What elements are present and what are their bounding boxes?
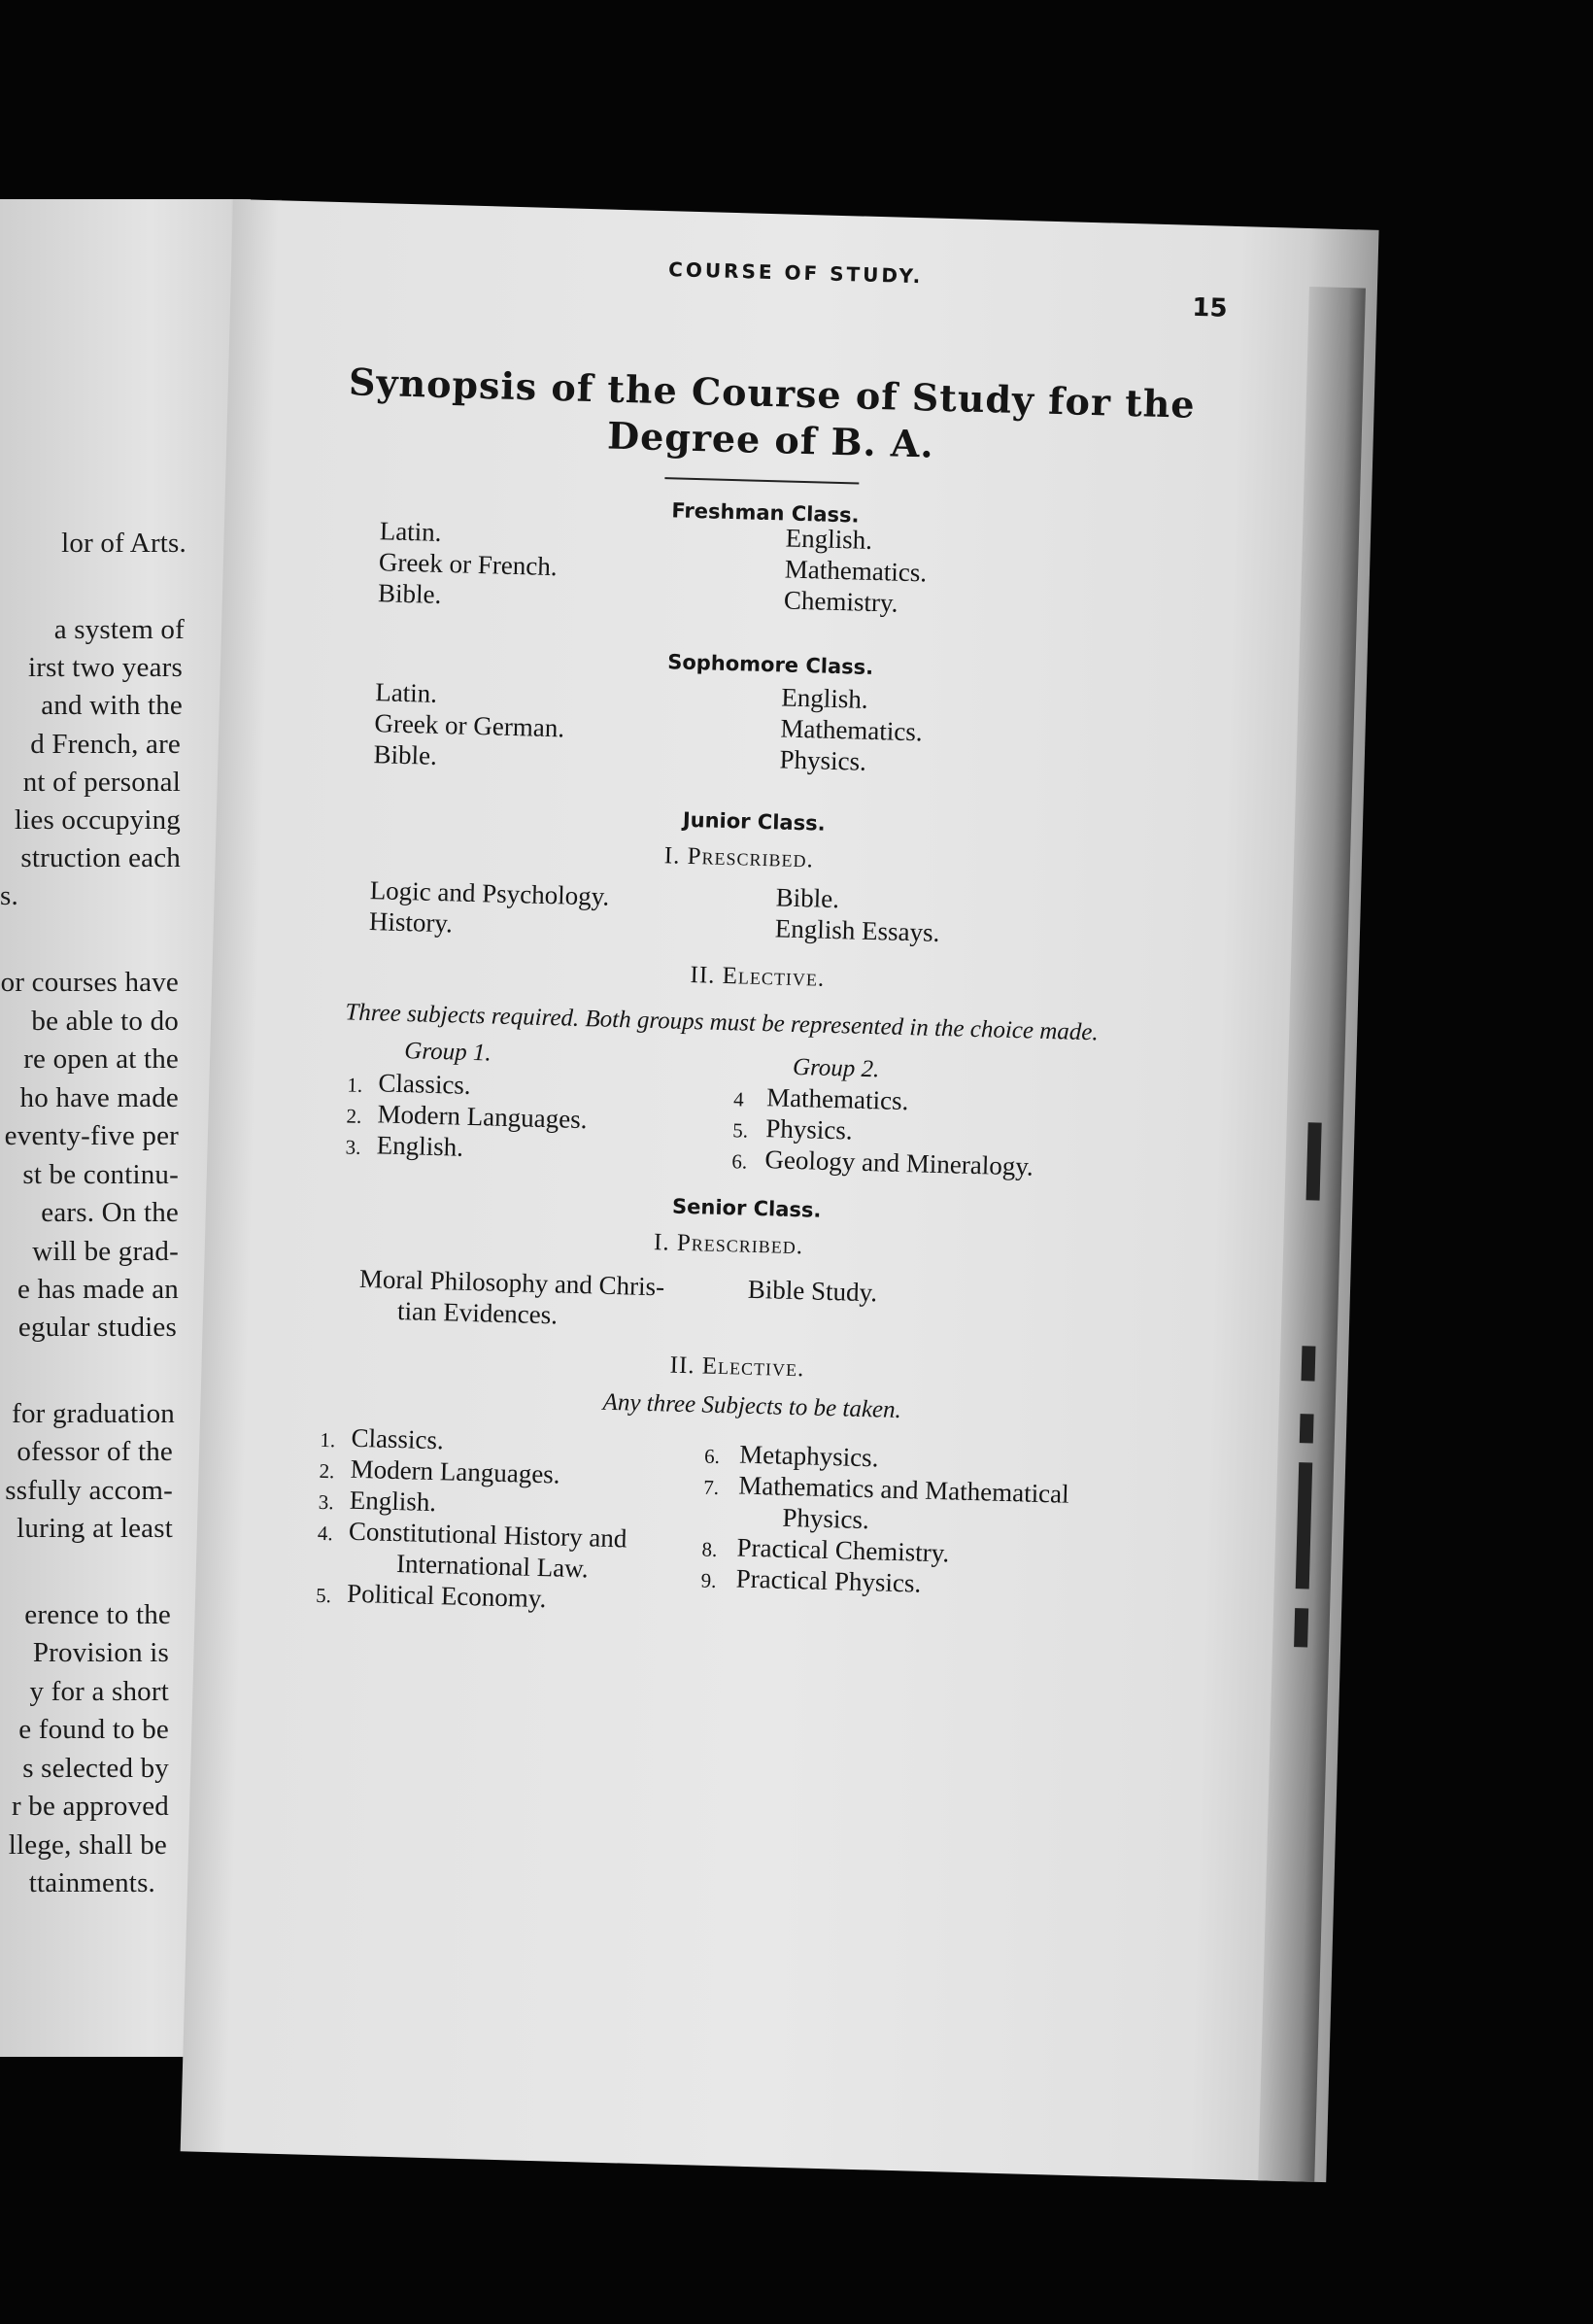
freshman-right-1: English. — [785, 523, 873, 555]
senior-heading: Senior Class. — [671, 1194, 822, 1222]
left-line: s. — [0, 880, 18, 911]
group1-label: Group 1. — [403, 1038, 492, 1067]
left-line: re open at the — [23, 1043, 179, 1075]
senior-right-num-8: 8. — [701, 1537, 718, 1561]
junior-elective-heading: II. Elective. — [690, 962, 826, 992]
sophomore-right-1: English. — [780, 682, 868, 714]
left-line: eventy-five per — [4, 1120, 179, 1151]
senior-right-num-9: 9. — [700, 1568, 717, 1592]
left-line: s selected by — [22, 1753, 169, 1784]
group1-num-3: 3. — [345, 1135, 361, 1159]
senior-prescribed-right: Bible Study. — [747, 1274, 878, 1308]
group1-item-2: Modern Languages. — [377, 1099, 588, 1135]
left-line: irst two years — [27, 652, 183, 683]
sophomore-left-2: Greek or German. — [374, 708, 565, 743]
running-head: COURSE OF STUDY. — [667, 257, 924, 289]
senior-left-num-4: 4. — [317, 1521, 333, 1546]
senior-left-item-4: Constitutional History and — [348, 1516, 627, 1554]
senior-elective-heading: II. Elective. — [669, 1351, 805, 1383]
senior-right-item-7: Mathematics and Mathematical — [737, 1470, 1070, 1509]
left-line: st be continu- — [22, 1159, 179, 1190]
senior-left-item-5: Political Economy. — [346, 1578, 547, 1614]
left-line: e found to be — [18, 1714, 169, 1745]
left-line: y for a short — [29, 1676, 169, 1707]
junior-elective-note: Three subjects required. Both groups must be represented in the choice made. — [345, 999, 1100, 1046]
sophomore-left-1: Latin. — [374, 677, 438, 708]
left-line: erence to the — [24, 1599, 171, 1630]
senior-left-num-2: 2. — [319, 1458, 335, 1484]
senior-left-item-4-cont: International Law. — [395, 1549, 590, 1584]
freshman-right-2: Mathematics. — [784, 554, 928, 588]
group1-item-1: Classics. — [378, 1068, 472, 1100]
senior-right-num-6: 6. — [703, 1444, 721, 1469]
left-line: ssfully accom- — [5, 1475, 173, 1506]
freshman-heading: Freshman Class. — [671, 498, 860, 528]
left-line: lies occupying — [14, 804, 181, 836]
senior-prescribed-left-2: tian Evidences. — [396, 1295, 559, 1330]
sophomore-right-2: Mathematics. — [780, 713, 924, 747]
senior-elective-note: Any three Subjects to be taken. — [602, 1388, 902, 1424]
freshman-left-2: Greek or French. — [378, 547, 558, 582]
sophomore-right-3: Physics. — [779, 744, 867, 776]
group2-item-4: Mathematics. — [765, 1082, 909, 1116]
left-line: and with the — [41, 690, 183, 721]
senior-left-item-3: English. — [349, 1485, 437, 1518]
group1-item-3: English. — [376, 1130, 464, 1162]
left-line: e has made an — [17, 1274, 179, 1305]
freshman-left-1: Latin. — [379, 516, 442, 547]
group1-num-1: 1. — [347, 1073, 363, 1097]
left-line: lor of Arts. — [61, 528, 186, 559]
left-line: d French, are — [30, 729, 181, 760]
senior-right-item-8: Practical Chemistry. — [736, 1532, 950, 1568]
junior-prescribed-left-1: Logic and Psychology. — [369, 875, 610, 911]
senior-left-num-3: 3. — [318, 1489, 334, 1515]
left-line: Provision is — [32, 1637, 169, 1668]
junior-prescribed-right-1: Bible. — [775, 882, 840, 914]
senior-prescribed-heading: I. Prescribed. — [653, 1229, 804, 1260]
left-line: ears. On the — [41, 1197, 179, 1228]
left-line: luring at least — [17, 1513, 173, 1544]
group2-num-6: 6. — [731, 1149, 748, 1174]
junior-prescribed-right-2: English Essays. — [774, 913, 940, 947]
left-line: llege, shall be — [8, 1829, 167, 1861]
senior-left-item-2: Modern Languages. — [350, 1453, 560, 1489]
left-line: be able to do — [31, 1006, 179, 1037]
group2-item-6: Geology and Mineralogy. — [764, 1145, 1034, 1181]
left-line: a system of — [53, 614, 185, 645]
junior-heading: Junior Class. — [682, 807, 826, 836]
left-line: egular studies — [17, 1312, 177, 1343]
synopsis-title-line1: Synopsis of the Course of Study for the — [348, 359, 1197, 427]
synopsis-title-line2: Degree of B. A. — [606, 413, 935, 466]
group2-num-4: 4 — [732, 1087, 744, 1111]
group2-item-5: Physics. — [764, 1113, 853, 1145]
left-line: for graduation — [12, 1398, 175, 1429]
left-line: or courses have — [0, 967, 179, 998]
group2-num-5: 5. — [731, 1118, 749, 1143]
left-line: will be grad- — [32, 1236, 179, 1267]
page-edge — [1258, 287, 1366, 2182]
sophomore-heading: Sophomore Class. — [666, 650, 874, 680]
group2-label: Group 2. — [792, 1053, 880, 1083]
senior-prescribed-left-1: Moral Philosophy and Chris- — [358, 1263, 665, 1302]
senior-right-item-7-cont: Physics. — [782, 1502, 870, 1535]
senior-left-item-1: Classics. — [351, 1422, 445, 1455]
page-number: 15 — [1191, 292, 1228, 324]
freshman-left-3: Bible. — [377, 578, 442, 609]
right-page — [181, 199, 1379, 2182]
title-rule — [664, 477, 859, 484]
left-line: struction each — [20, 842, 181, 873]
senior-left-num-5: 5. — [315, 1583, 332, 1608]
group1-num-2: 2. — [346, 1104, 362, 1128]
junior-prescribed-heading: I. Prescribed. — [663, 842, 815, 873]
senior-right-item-6: Metaphysics. — [738, 1439, 879, 1473]
senior-right-num-7: 7. — [702, 1475, 720, 1500]
freshman-right-3: Chemistry. — [783, 585, 898, 618]
senior-left-num-1: 1. — [320, 1427, 336, 1452]
left-line: ttainments. — [28, 1867, 155, 1898]
senior-right-item-9: Practical Physics. — [735, 1563, 922, 1598]
left-line: ofessor of the — [17, 1436, 173, 1467]
sophomore-left-3: Bible. — [373, 739, 438, 770]
left-line: r be approved — [11, 1791, 169, 1822]
left-line: ho have made — [19, 1082, 179, 1113]
left-line: nt of personal — [22, 767, 181, 798]
junior-prescribed-left-2: History. — [368, 906, 454, 939]
